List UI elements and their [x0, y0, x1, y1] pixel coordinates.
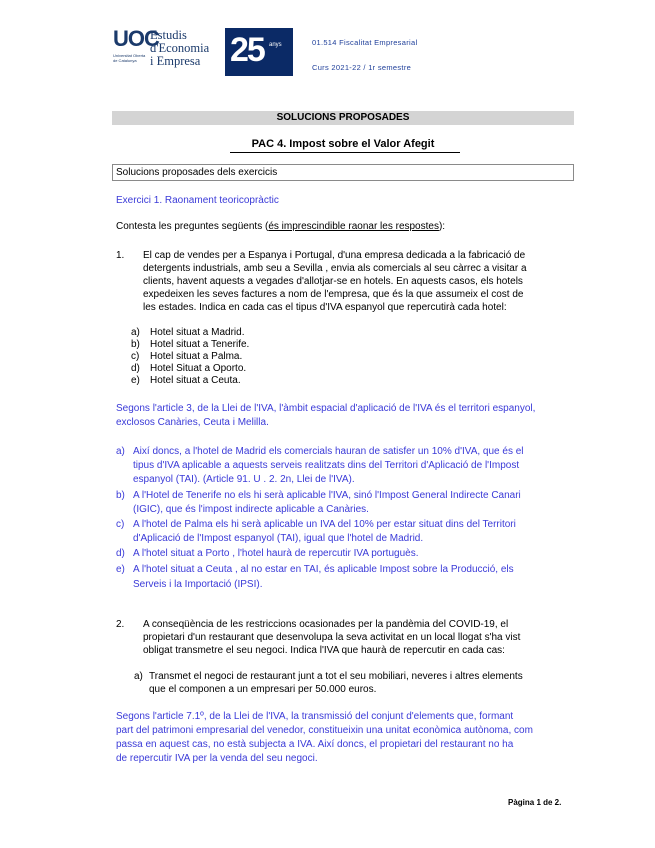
page-number: Pàgina 1 de 2. [508, 798, 562, 807]
q1-answer-letter: b) [116, 490, 125, 501]
q2-number: 2. [116, 619, 125, 630]
anniversary-word: anys [269, 42, 282, 48]
q1-option-text: Hotel situat a Ceuta. [150, 375, 241, 386]
pac-title: PAC 4. Impost sobre el Valor Afegit [251, 138, 435, 150]
q2-line: A conseqüència de les restriccions ocasionades per la pandèmia del COVID-19, el [143, 619, 509, 630]
q1-answer-line: Així doncs, a l'hotel de Madrid els comercials hauran de satisfer un 10% d'IVA, que és el [133, 446, 524, 457]
intro-text [116, 221, 445, 233]
q2-answer-line: de repercutir IVA per la venda del seu negoci. [116, 753, 318, 764]
q1-line: clients, havent aquests a vegades d'allotjar-se en hotels. En aquests casos, els hotels [143, 276, 523, 287]
q1-option-text: Hotel Situat a Oporto. [150, 363, 247, 374]
q1-option-letter: b) [131, 339, 140, 350]
q1-answer-line: A l'hotel situat a Ceuta , al no estar en TAI, és aplicable Impost sobre la Producció, els [133, 564, 514, 575]
q1-option-letter: e) [131, 375, 140, 386]
anniversary-number: 25 [230, 31, 264, 69]
section-box: Solucions proposades dels exercicis [112, 164, 574, 181]
course-code: 01.514 Fiscalitat Empresarial [312, 38, 418, 47]
q1-answer-letter: a) [116, 446, 125, 457]
q2-answer-line: Segons l'article 7.1º, de la Llei de l'IVA, la transmissió del conjunt d'elements que, formant [116, 711, 514, 722]
q1-option-text: Hotel situat a Palma. [150, 351, 243, 362]
uoc-logo [113, 28, 222, 75]
intro-before: Contesta les preguntes següents ( [116, 221, 269, 232]
title-underline [230, 152, 460, 153]
q2-answer-line: passa en aquest cas, no està subjecta a IVA. Així doncs, el propietari del restaurant no ha [116, 739, 514, 750]
q1-line: les estades. Indica en cada cas el tipus d'IVA espanyol que repercutirà cada hotel: [143, 302, 507, 313]
q1-option-text: Hotel situat a Tenerife. [150, 339, 250, 350]
q2-option-line: Transmet el negoci de restaurant junt a tot el seu mobiliari, neveres i altres elements [149, 671, 523, 682]
intro-after: ): [438, 221, 446, 232]
q1-answer-letter: e) [116, 564, 125, 575]
logo-line-1: Estudis [150, 28, 187, 42]
anniversary-logo [225, 28, 293, 76]
q1-answer-letter: d) [116, 548, 125, 559]
uoc-logo-mark: UOC [113, 26, 159, 51]
q1-line: detergents industrials, amb seu a Sevilla , envia als comercials al seu càrrec a visitar a [143, 263, 527, 274]
q1-option-letter: d) [131, 363, 140, 374]
q2-answer-line: part del patrimoni empresarial del venedor, constitueixin una unitat econòmica autònoma, com [116, 725, 533, 736]
q1-number: 1. [116, 250, 125, 261]
q1-line: El cap de vendes per a Espanya i Portugal, d'una empresa dedicada a la fabricació de [143, 250, 526, 261]
q1-answer-line: tipus d'IVA aplicable a aquests serveis realitzats dins del Territori d'Aplicació de l'Impost [133, 460, 520, 471]
q1-answer-line: d'Aplicació de l'Impost espanyol (TAI), igual que l'hotel de Madrid. [133, 533, 424, 544]
q1-answer-letter: c) [116, 519, 125, 530]
q1-answer-line: espanyol (TAI). (Article 91. U . 2. 2n, Llei de l'IVA). [133, 474, 355, 485]
logo-line-3: i Empresa [150, 54, 201, 68]
q1-answer-line: A l'hotel de Palma els hi serà aplicable un IVA del 10% per estar situat dins del Territori [133, 519, 516, 530]
q1-answer-line: (IGIC), que és l'impost indirecte aplicable a Canàries. [133, 504, 369, 515]
q1-option-text: Hotel situat a Madrid. [150, 327, 245, 338]
q2-option-letter: a) [134, 671, 143, 682]
q1-answer-intro: Segons l'article 3, de la Llei de l'IVA, l'àmbit espacial d'aplicació de l'IVA és el territori espanyol, [116, 403, 536, 414]
course-term: Curs 2021-22 / 1r semestre [312, 63, 412, 72]
q1-answer-line: A l'Hotel de Tenerife no els hi serà aplicable l'IVA, sinó l'Impost General Indirecte Canari [133, 490, 521, 501]
q2-option-line: que el componen a un empresari per 50.000 euros. [149, 684, 377, 695]
q2-line: obligat transmetre el seu negoci. Indica l'IVA que haurà de repercutir en cada cas: [143, 645, 505, 656]
q1-line: expedeixen les seves factures a nom de l'empresa, que és la que assumeix el cost de [143, 289, 524, 300]
exercise-heading: Exercici 1. Raonament teoricopràctic [116, 195, 279, 206]
q1-answer-line: A l'hotel situat a Porto , l'hotel haurà de repercutir IVA portuguès. [133, 548, 419, 559]
q1-answer-intro: exclosos Canàries, Ceuta i Melilla. [116, 417, 269, 428]
solutions-banner: SOLUCIONS PROPOSADES [112, 111, 574, 125]
q1-answer-line: Serveis i la Importació (IPSI). [133, 579, 263, 590]
q1-option-letter: a) [131, 327, 140, 338]
logo-line-2: d'Economia [150, 41, 210, 55]
intro-underlined: és imprescindible raonar les respostes [268, 221, 439, 232]
q1-option-letter: c) [131, 351, 140, 362]
uoc-logo-subtitle: Universitat Oberta de Catalunya [113, 53, 146, 63]
q2-line: propietari d'un restaurant que desenvolupa la seva activitat en un local llogat s'ha vist [143, 632, 521, 643]
